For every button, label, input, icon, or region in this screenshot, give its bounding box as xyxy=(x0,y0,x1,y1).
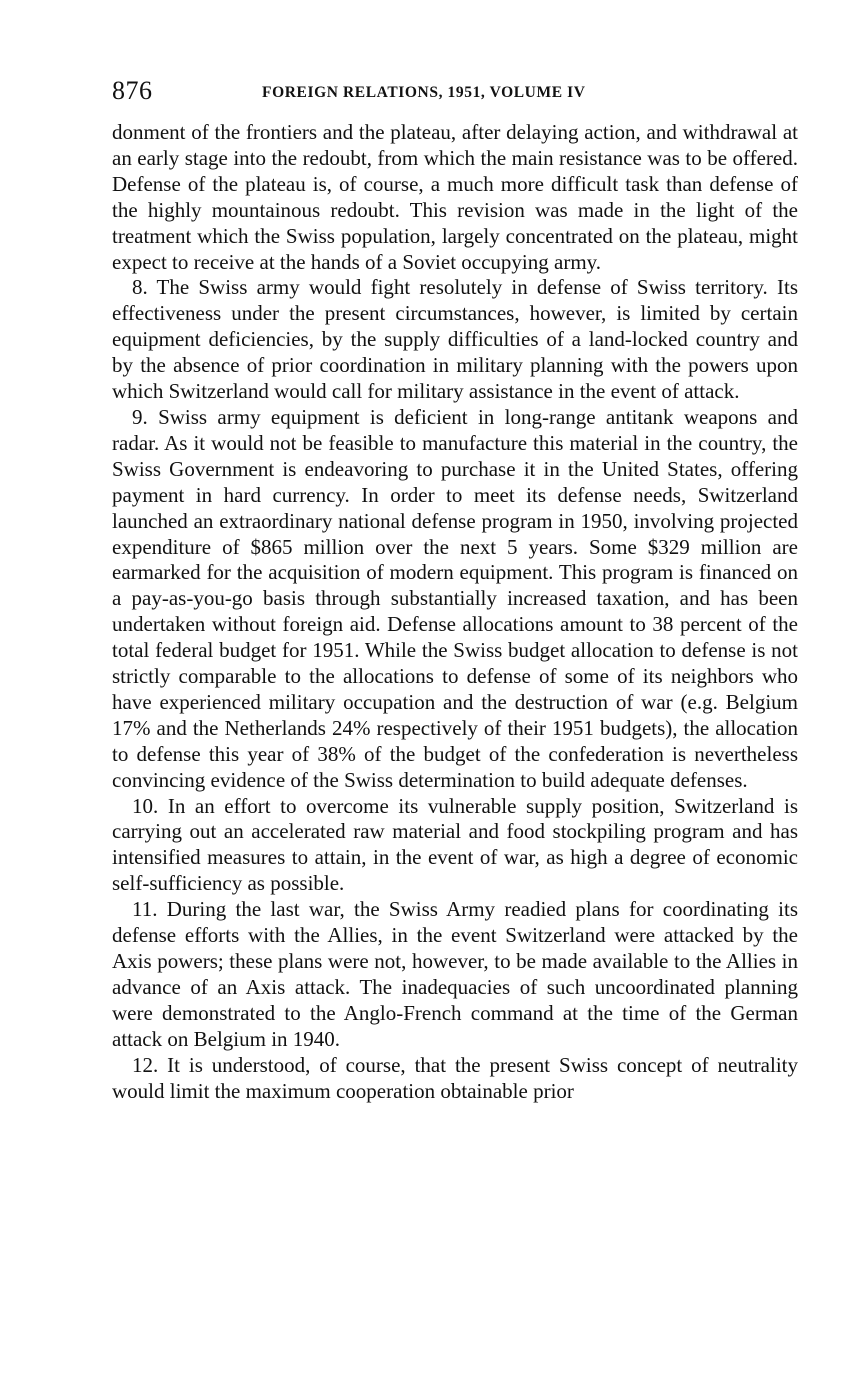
page-header xyxy=(112,72,798,112)
body-text xyxy=(112,120,798,1104)
document-page xyxy=(112,72,798,1104)
running-head: FOREIGN RELATIONS, 1951, VOLUME IV xyxy=(262,84,586,101)
paragraph-8: 8. The Swiss army would fight resolutely in defense of Swiss territory. Its effectiveness under the present circumstances, however, is limited by certain equipment deficiencies, by the supply difficulties of a land-locked country and by the absence of prior coordination in military planning with the powers upon which Switzerland would call for military assistance in the event of attack. xyxy=(112,275,798,404)
paragraph-continued: donment of the frontiers and the plateau, after delaying action, and withdrawal at an early stage into the redoubt, from which the main resistance was to be offered. Defense of the plateau is, of course, a much more difficult task than defense of the highly mountainous redoubt. This revision was made in the light of the treatment which the Swiss population, largely concentrated on the plateau, might expect to receive at the hands of a Soviet occupying army. xyxy=(112,120,798,274)
page-number: 876 xyxy=(112,76,153,105)
paragraph-9: 9. Swiss army equipment is deficient in long-range antitank weapons and radar. As it would not be feasible to manufacture this material in the country, the Swiss Government is endeavoring to purchase it in the United States, offering payment in hard currency. In order to meet its defense needs, Switzerland launched an extraordinary national defense program in 1950, involving projected expenditure of $865 million over the next 5 years. Some $329 million are earmarked for the acquisition of modern equipment. This program is financed on a pay-as-you-go basis through substantially increased taxation, and has been undertaken without foreign aid. Defense allocations amount to 38 percent of the total federal budget for 1951. While the Swiss budget allocation to defense is not strictly comparable to the allocations to defense of some of its neighbors who have experienced military occupation and the destruction of war (e.g. Belgium 17% and the Netherlands 24% respectively of their 1951 budgets), the allocation to defense this year of 38% of the budget of the confederation is nevertheless convincing evidence of the Swiss determination to build adequate defenses. xyxy=(112,404,798,792)
paragraph-11: 11. During the last war, the Swiss Army readied plans for coordinating its defense efforts with the Allies, in the event Switzerland were attacked by the Axis powers; these plans were not, however, to be made available to the Allies in advance of an Axis attack. The inadequacies of such uncoordinated planning were demonstrated to the Anglo-French command at the time of the German attack on Belgium in 1940. xyxy=(112,897,798,1051)
paragraph-10: 10. In an effort to overcome its vulnerable supply position, Switzerland is carrying out an accelerated raw material and food stockpiling program and has intensified measures to attain, in the event of war, as high a degree of economic self-sufficiency as possible. xyxy=(112,793,798,896)
paragraph-12: 12. It is understood, of course, that the present Swiss concept of neutrality would limit the maximum cooperation obtainable prior xyxy=(112,1052,798,1103)
